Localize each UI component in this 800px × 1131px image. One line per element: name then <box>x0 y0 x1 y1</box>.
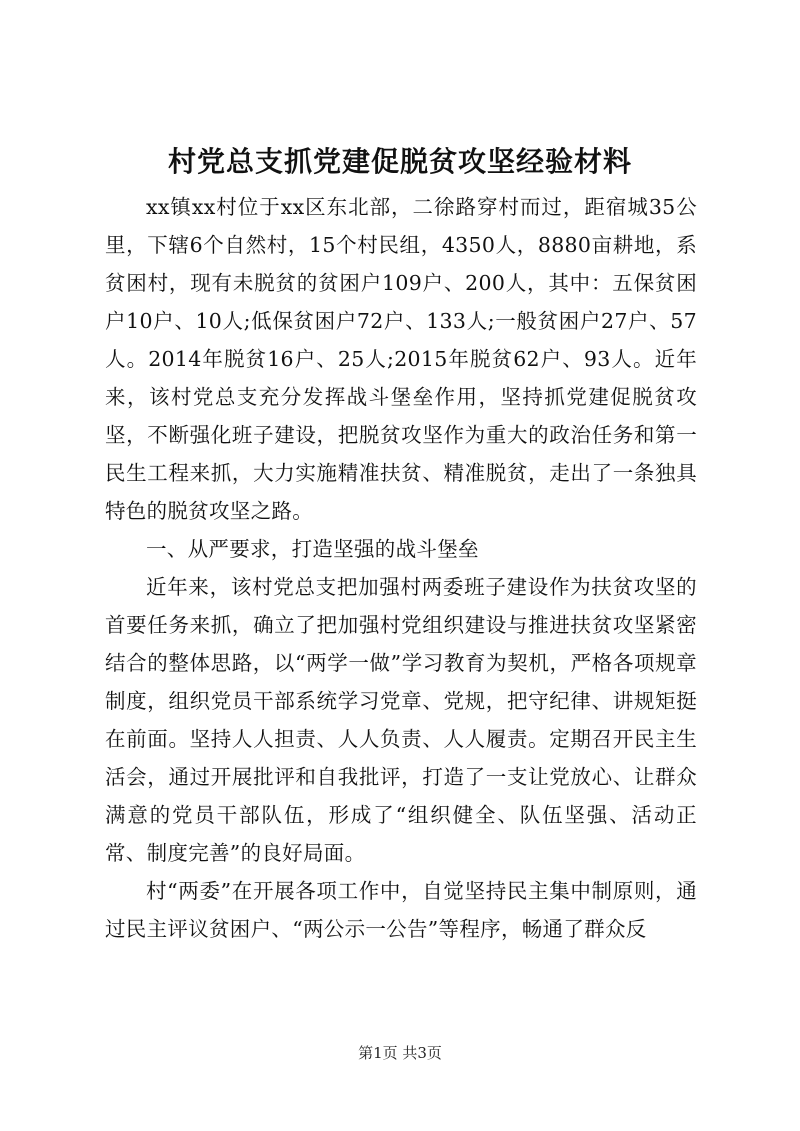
body-paragraph: 村“两委”在开展各项工作中，自觉坚持民主集中制原则，通过民主评议贫困户、“两公示一公告”等程序，畅通了群众反 <box>105 879 697 941</box>
body-paragraph: 近年来，该村党总支把加强村两委班子建设作为扶贫攻坚的首要任务来抓，确立了把加强村党组织建设与推进扶贫攻坚紧密结合的整体思路，以“两学一做”学习教育为契机，严格各项规章制度，组织党员干部系统学习党章、党规，把守纪律、讲规矩挺在前面。坚持人人担责、人人负责、人人履责。定期召开民主生活会，通过开展批评和自我批评，打造了一支让党放心、让群众满意的党员干部队伍，形成了“组织健全、队伍坚强、活动正常、制度完善”的良好局面。 <box>105 575 697 865</box>
page-footer: 第1页 共3页 <box>358 1044 442 1062</box>
intro-paragraph: xx镇xx村位于xx区东北部，二徐路穿村而过，距宿城35公里，下辖6个自然村，15个村民组，4350人，8880亩耕地，系贫困村，现有未脱贫的贫困户109户、200人，其中：五保贫困户10户、10人;低保贫困户72户、133人;一般贫困户27户、57人。2014年脱贫16户、25人;2015年脱贫62户、93人。近年来，该村党总支充分发挥战斗堡垒作用，坚持抓党建促脱贫攻坚，不断强化班子建设，把脱贫攻坚作为重大的政治任务和第一民生工程来抓，大力实施精准扶贫、精准脱贫，走出了一条独具特色的脱贫攻坚之路。 <box>105 195 697 523</box>
document-title: 村党总支抓党建促脱贫攻坚经验材料 <box>167 145 632 178</box>
document-body <box>105 188 697 948</box>
section-heading: 一、从严要求，打造坚强的战斗堡垒 <box>146 537 479 561</box>
